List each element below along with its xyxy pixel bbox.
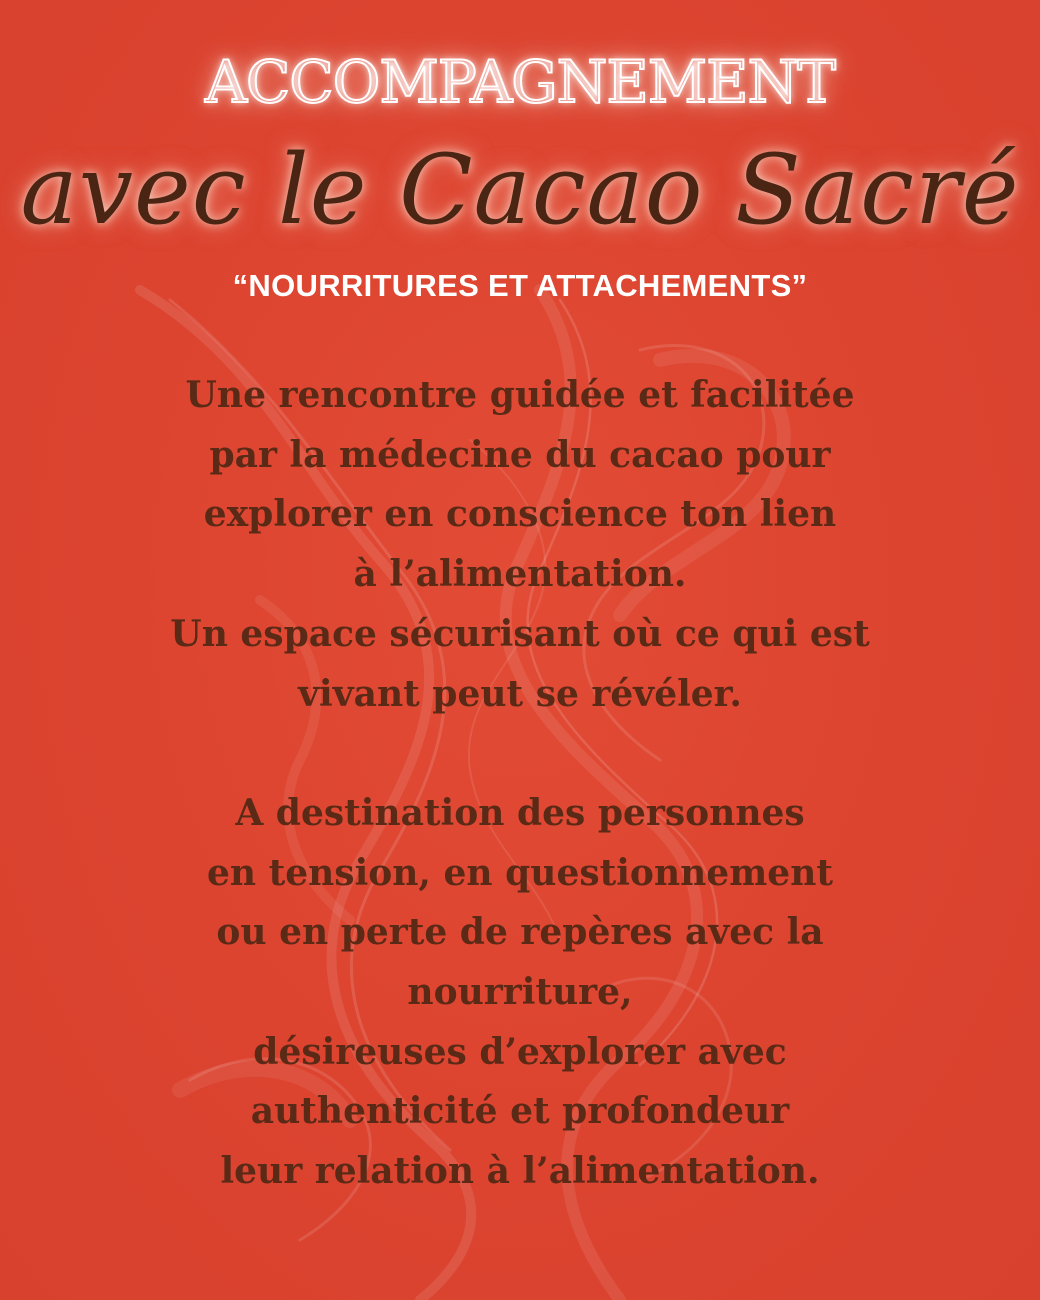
paragraph-2-line: authenticité et profondeur [250, 1090, 790, 1133]
paragraph-2-line: en tension, en questionnement [206, 851, 833, 894]
title-accompagnement: ACCOMPAGNEMENT [205, 48, 835, 116]
paragraph-1-line: par la médecine du cacao pour [209, 433, 831, 476]
paragraph-2-line: nourriture, [407, 971, 633, 1014]
subtitle-nourritures: “NOURRITURES ET ATTACHEMENTS” [232, 268, 808, 303]
paragraph-1-line: Une rencontre guidée et facilitée [185, 374, 855, 416]
paragraph-1-line: Un espace sécurisant où ce qui est [170, 612, 870, 655]
paragraph-1-line: à l’alimentation. [353, 553, 687, 596]
paragraph-1-line: explorer en conscience ton lien [203, 493, 837, 536]
paragraph-2-line: désireuses d’explorer avec [253, 1030, 787, 1073]
paragraph-2-line: ou en perte de repères avec la [216, 911, 824, 954]
description-text [90, 366, 950, 1202]
paragraph-2-line: leur relation à l’alimentation. [220, 1150, 820, 1193]
paragraph-2-line: A destination des personnes [235, 791, 805, 834]
title-cacao-sacre: avec le Cacao Sacré [20, 134, 1020, 246]
paragraph-1-line: vivant peut se révéler. [298, 672, 742, 715]
paragraph-spacer [90, 724, 950, 784]
